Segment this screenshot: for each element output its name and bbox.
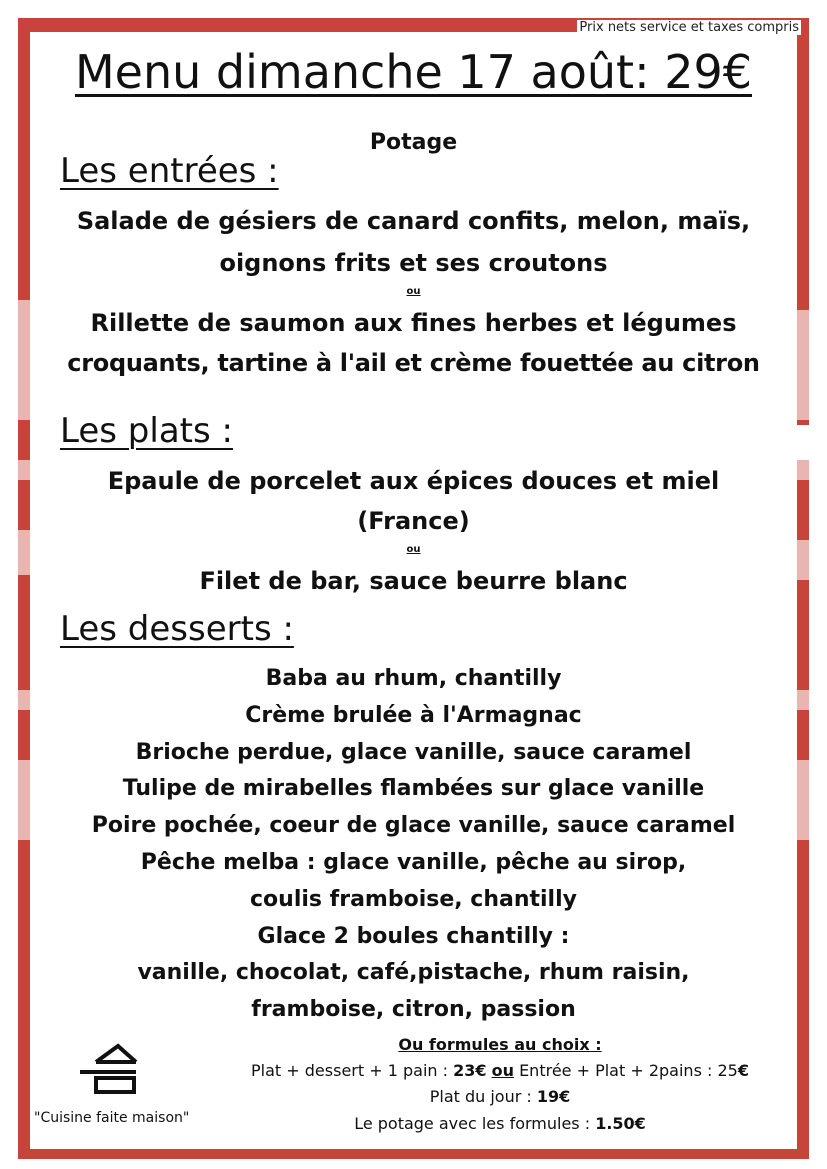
frame-stripe [797,425,809,460]
menu-title-text: Menu dimanche 17 août: 29€ [74,45,753,99]
dessert-line: Brioche perdue, glace vanille, sauce caramel [135,740,692,765]
entree-2-line-2: croquants, tartine à l'ail et crème fouettée au citron [67,349,760,377]
formula-line-3 [220,1111,780,1137]
dessert-line: framboise, citron, passion [251,997,576,1022]
potage-label: Potage [369,130,458,155]
dessert-line: Crème brulée à l'Armagnac [245,703,582,728]
section-plats: Les plats : [60,411,233,451]
dessert-line: Poire pochée, coeur de glace vanille, sauce caramel [91,813,736,838]
dessert-line: Baba au rhum, chantilly [265,666,562,691]
formula-1-price-b: € [737,1061,749,1080]
formula-3-price: 1.50€ [595,1114,646,1133]
formula-2-price: 19€ [536,1087,571,1106]
formula-3-text: Le potage avec les formules : [354,1114,596,1133]
formula-1-price-a: 23€ [453,1061,487,1080]
formula-1-text-b: Entrée + Plat + 2pains : 25 [513,1061,738,1080]
section-entrees: Les entrées : [60,151,279,191]
price-notice: Prix nets service et taxes compris [579,20,799,35]
entree-1-line-2: oignons frits et ses croutons [219,249,608,277]
dessert-line: coulis framboise, chantilly [250,887,577,912]
dessert-line: Pêche melba : glace vanille, pêche au sirop, [140,850,687,875]
plat-1-line-2: (France) [357,507,470,535]
formula-1-text-a: Plat + dessert + 1 pain : [251,1061,454,1080]
formula-line-1 [220,1058,780,1084]
formulas-heading: Ou formules au choix : [398,1035,602,1054]
formula-1-or: ou [491,1061,514,1080]
entrees-or: ou [406,286,421,297]
dessert-line: vanille, chocolat, café,pistache, rhum raisin, [137,960,690,985]
dessert-line: Tulipe de mirabelles flambées sur glace vanille [122,776,705,801]
dessert-line: Glace 2 boules chantilly : [257,924,570,949]
plats-or: ou [406,544,421,555]
section-desserts: Les desserts : [60,609,294,649]
homemade-caption: "Cuisine faite maison" [34,1110,190,1126]
formula-line-2 [220,1084,780,1110]
entree-2-line-1: Rillette de saumon aux fines herbes et légumes [90,309,737,337]
plat-2: Filet de bar, sauce beurre blanc [199,567,628,595]
plat-1-line-1: Epaule de porcelet aux épices douces et miel [107,467,720,495]
house-icon [78,1040,138,1100]
entree-1-line-1: Salade de gésiers de canard confits, melon, maïs, [76,207,751,235]
menu-title [0,42,827,102]
formula-2-text: Plat du jour : [429,1087,537,1106]
